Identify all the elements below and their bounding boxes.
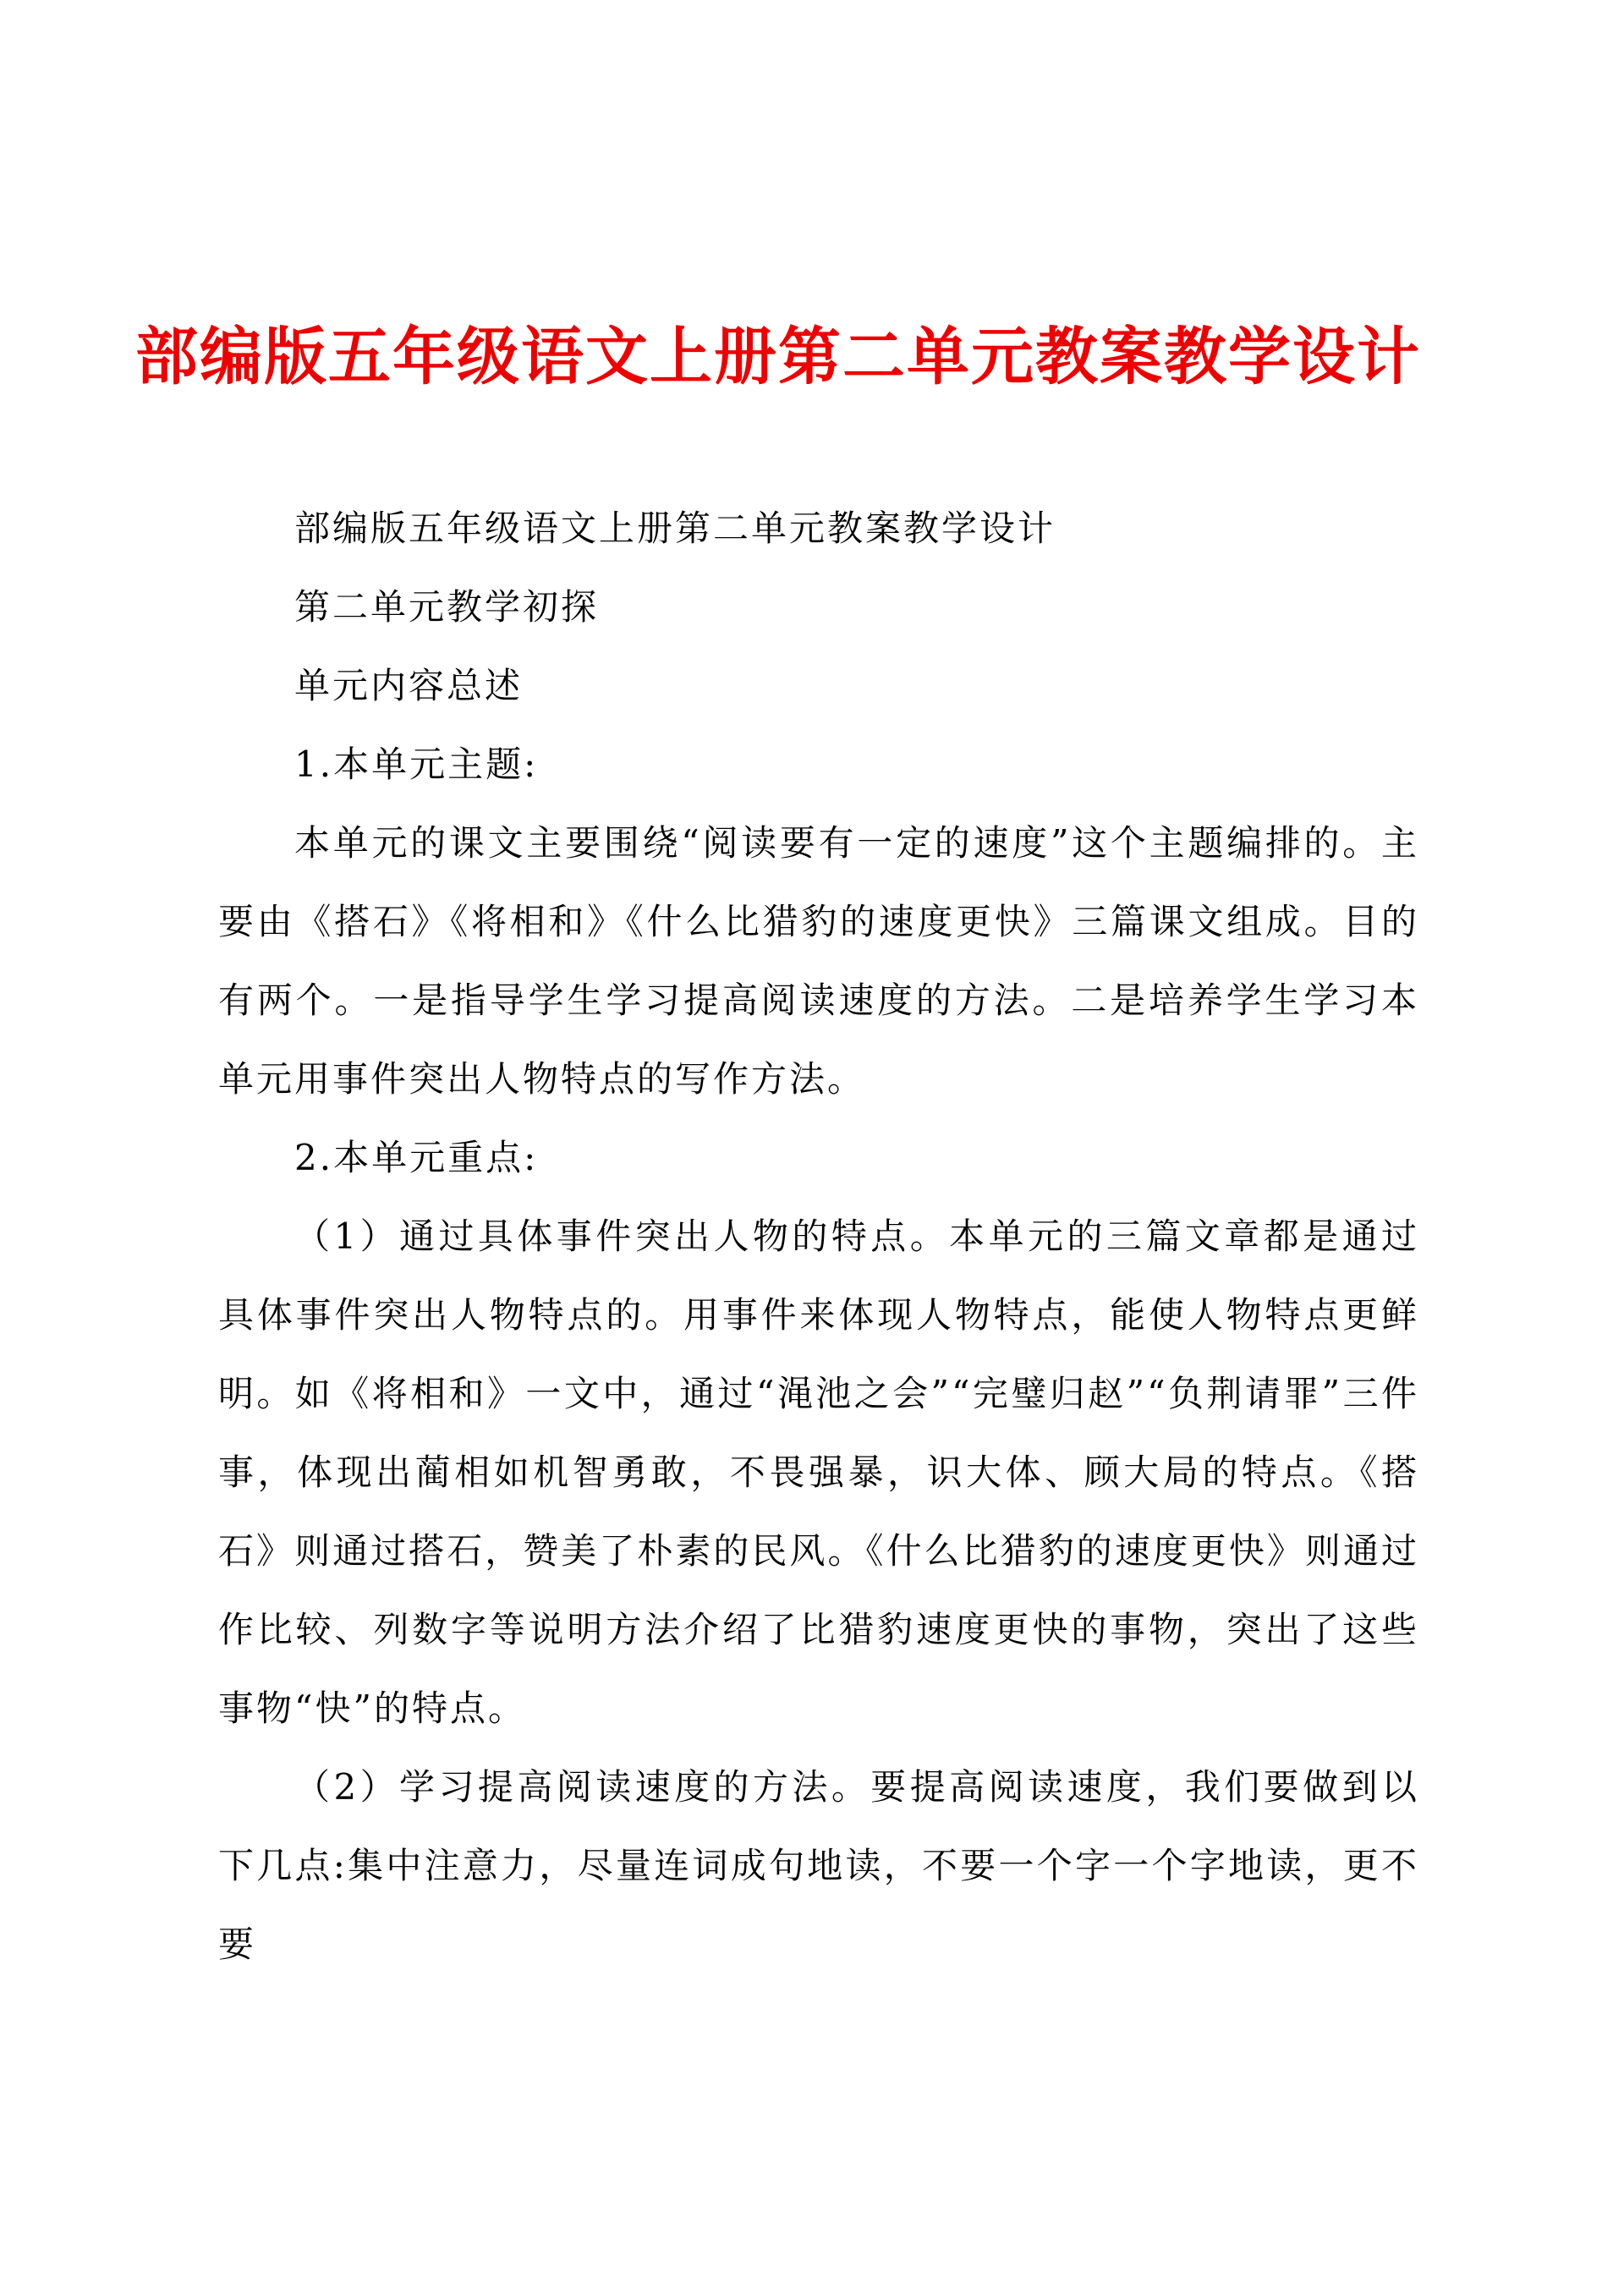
document-body xyxy=(218,489,1419,1984)
paragraph-unit-summary-heading: 单元内容总述 xyxy=(294,665,524,706)
document-title: 部编版五年级语文上册第二单元教案教学设计 xyxy=(135,321,1421,393)
paragraph-key-point-1: （1）通过具体事件突出人物的特点。本单元的三篇文章都是通过具体事件突出人物特点的。用事件来体现人物特点，能使人物特点更鲜明。如《将相和》一文中，通过“渑池之会”“完璧归赵”“负荆请罪”三件事，体现出蔺相如机智勇敢，不畏强暴，识大体、顾大局的特点。《搭石》则通过搭石，赞美了朴素的民风。《什么比猎豹的速度更快》则通过作比较、列数字等说明方法介绍了比猎豹速度更快的事物，突出了这些事物“快”的特点。 xyxy=(218,1216,1419,1729)
paragraph-theme-body: 本单元的课文主要围绕“阅读要有一定的速度”这个主题编排的。主要由《搭石》《将相和》《什么比猎豹的速度更快》三篇课文组成。目的有两个。一是指导学生学习提高阅读速度的方法。二是培养学生学习本单元用事件突出人物特点的写作方法。 xyxy=(218,822,1419,1100)
paragraph-section-heading: 第二单元教学初探 xyxy=(294,586,600,628)
paragraph-key-points-heading: 2.本单元重点: xyxy=(294,1137,539,1178)
paragraph-theme-heading: 1.本单元主题: xyxy=(294,744,539,785)
paragraph-key-point-2: （2）学习提高阅读速度的方法。要提高阅读速度，我们要做到以下几点:集中注意力，尽量连词成句地读，不要一个字一个字地读，更不要 xyxy=(218,1766,1419,1965)
paragraph-subtitle: 部编版五年级语文上册第二单元教案教学设计 xyxy=(294,508,1056,549)
